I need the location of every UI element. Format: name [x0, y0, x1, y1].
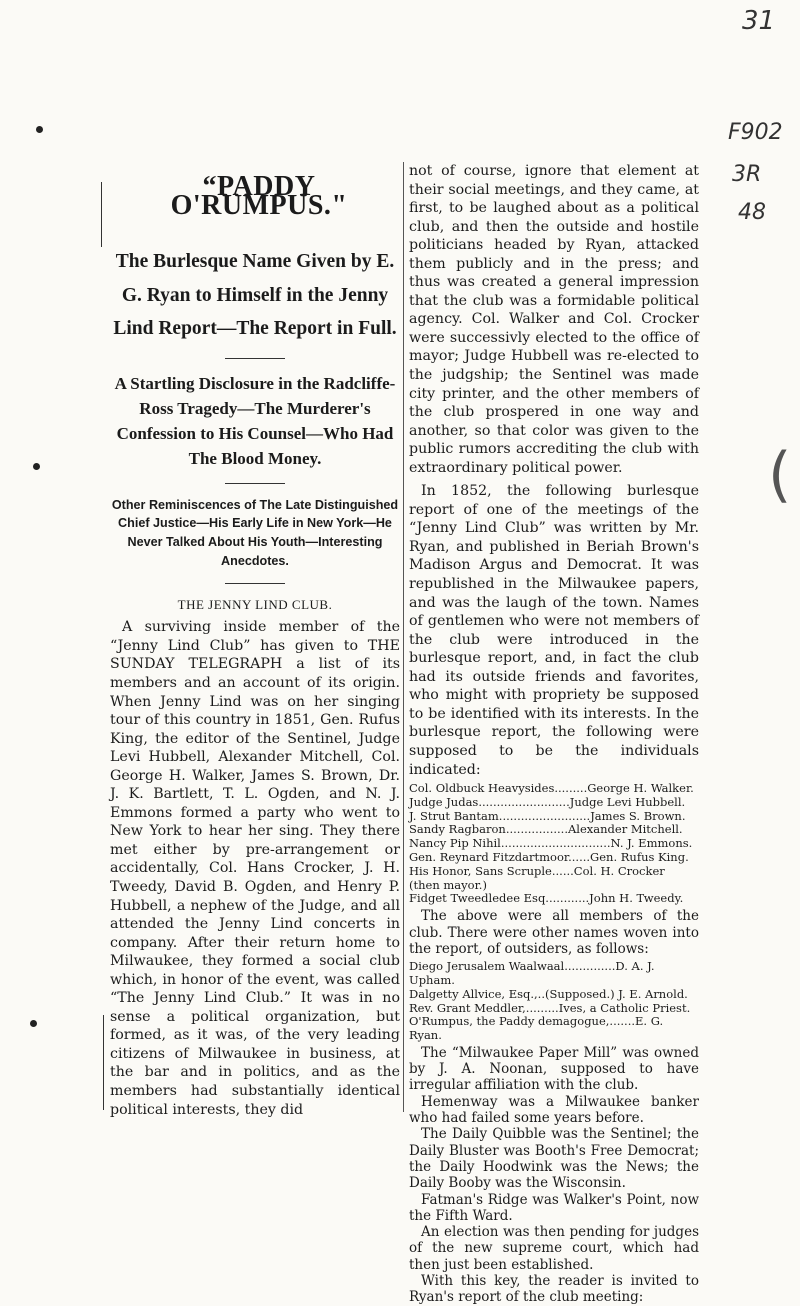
- key-entry: Dalgetty Allvice, Esq.,..(Supposed.) J. E. Arnold.: [409, 986, 688, 1001]
- right-column: [409, 162, 699, 1306]
- deck-primary: The Burlesque Name Given by E. G. Ryan to Himself in the Jenny Lind Report—The Report in Full.: [113, 251, 397, 340]
- key-entry: His Honor, Sans Scruple......Col. H. Crocker (then mayor.): [409, 863, 665, 892]
- body-paragraph: The above were all members of the club. There were other names woven into the report, of outsiders, as follows:: [409, 908, 699, 957]
- key-entry: Fidget Tweedledee Esq............John H. Tweedy.: [409, 891, 684, 906]
- key-entry: O'Rumpus, the Paddy demagogue,.......E. G. Ryan.: [409, 1014, 664, 1043]
- left-column: [110, 170, 400, 1119]
- key-entry: J. Strut Bantam.........................James S. Brown.: [409, 808, 686, 823]
- headline: “PADDY O'RUMPUS.": [170, 171, 348, 221]
- divider: [225, 583, 285, 584]
- key-entry: Sandy Ragbaron.................Alexander Mitchell.: [409, 822, 683, 837]
- page-number: 31: [742, 6, 776, 36]
- key-entry: Nancy Pip Nihil..............................N. J. Emmons.: [409, 836, 693, 851]
- catalog-note: 3R: [732, 162, 762, 187]
- key-entry: Judge Judas.........................Judge Levi Hubbell.: [409, 794, 686, 809]
- body-paragraph: A surviving inside member of the “Jenny Lind Club” has given to THE SUNDAY TELEGRAPH a list of its members and an account of its origin. When Jenny Lind was on her singing tour of this country in 1851, Gen. Rufus King, the editor of the Sentinel, Judge Levi Hubbell, Alexander Mitchell, Col. George H. Walker, James S. Brown, Dr. J. K. Bartlett, T. L. Ogden, and N. J. Emmons formed a party who went to New York to hear her sing. They there met either by pre-arrangement or accidentally, Col. Hans Crocker, J. H. Tweedy, David B. Ogden, and Henry P. Hubbell, a nephew of the Judge, and all attended the Jenny Lind concerts in company. After their return home to Milwaukee, they formed a social club which, in honor of the event, was called “The Jenny Lind Club.” It was in no sense a political organization, but formed, as it was, of the very leading citizens of Milwaukee in business, at the bar and in politics, and as the members had substantially identical political interests, they did: [110, 619, 400, 1118]
- key-entry: Diego Jerusalem Waalwaal..............D. A. J. Upham.: [409, 959, 655, 987]
- binding-hole-icon: [30, 1020, 37, 1027]
- body-paragraph: Hemenway was a Milwaukee banker who had failed some years before.: [409, 1093, 699, 1127]
- catalog-note: F902: [728, 120, 783, 145]
- deck-tertiary: Other Reminiscences of The Late Distinguished Chief Justice—His Early Life in New York—He Never Talked About His Youth—Interesting Anecdotes.: [111, 497, 399, 568]
- catalog-note: 48: [738, 200, 766, 225]
- name-key-members: [409, 782, 699, 906]
- column-rule: [103, 1015, 104, 1110]
- key-entry: Col. Oldbuck Heavysides.........George H. Walker.: [409, 781, 694, 796]
- body-paragraph: In 1852, the following burlesque report of one of the meetings of the “Jenny Lind Club” was written by Mr. Ryan, and published in Beriah Brown's Madison Argus and Democrat. It was republished in the Milwaukee papers, and was the laugh of the town. Names of gentlemen who were not members of the club were introduced in the burlesque report, and, in fact the club had its outside friends and favorites, who might with propriety be supposed to be identified with its interests. In the burlesque report, the following were supposed to be the individuals indicated:: [409, 483, 699, 778]
- section-heading: THE JENNY LIND CLUB.: [177, 596, 333, 612]
- body-paragraph: The Daily Quibble was the Sentinel; the Daily Bluster was Booth's Free Democrat; the Daily Hoodwink was the News; the Daily Booby was the Wisconsin.: [409, 1126, 699, 1192]
- key-entry: Gen. Reynard Fitzdartmoor......Gen. Rufus King.: [409, 850, 689, 865]
- name-key-outsiders: [409, 960, 699, 1043]
- key-entry: Rev. Grant Meddler,.........Ives, a Catholic Priest.: [409, 1000, 691, 1015]
- column-rule: [101, 182, 102, 247]
- body-paragraph: The “Milwaukee Paper Mill” was owned by J. A. Noonan, supposed to have irregular affiliation with the club.: [409, 1044, 699, 1094]
- binding-hole-icon: [36, 126, 43, 133]
- pencil-mark: (: [768, 440, 792, 510]
- divider: [225, 358, 285, 359]
- deck-secondary: A Startling Disclosure in the Radcliffe-Ross Tragedy—The Murderer's Confession to His Counsel—Who Had The Blood Money.: [114, 373, 396, 468]
- body-paragraph: With this key, the reader is invited to Ryan's report of the club meeting:: [409, 1273, 699, 1306]
- divider: [225, 483, 285, 484]
- column-rule: [403, 162, 404, 1112]
- binding-hole-icon: [33, 463, 40, 470]
- body-paragraph: not of course, ignore that element at their social meetings, and they came, at first, to be laughed about as a political club, and then the outside and hostile politicians headed by Ryan, attacked them publicly and in the press; and thus was created a general impression that the club was a formidable political agency. Col. Walker and Col. Crocker were successivly elected to the office of mayor; Judge Hubbell was re-elected to the judgship; the Sentinel was made city printer, and the other members of the club prospered in one way and another, so that color was given to the public rumors accrediting the club with extraordinary political power.: [409, 163, 699, 476]
- body-paragraph: Fatman's Ridge was Walker's Point, now the Fifth Ward.: [409, 1191, 699, 1224]
- body-paragraph: An election was then pending for judges of the new supreme court, which had then just been established.: [409, 1224, 699, 1273]
